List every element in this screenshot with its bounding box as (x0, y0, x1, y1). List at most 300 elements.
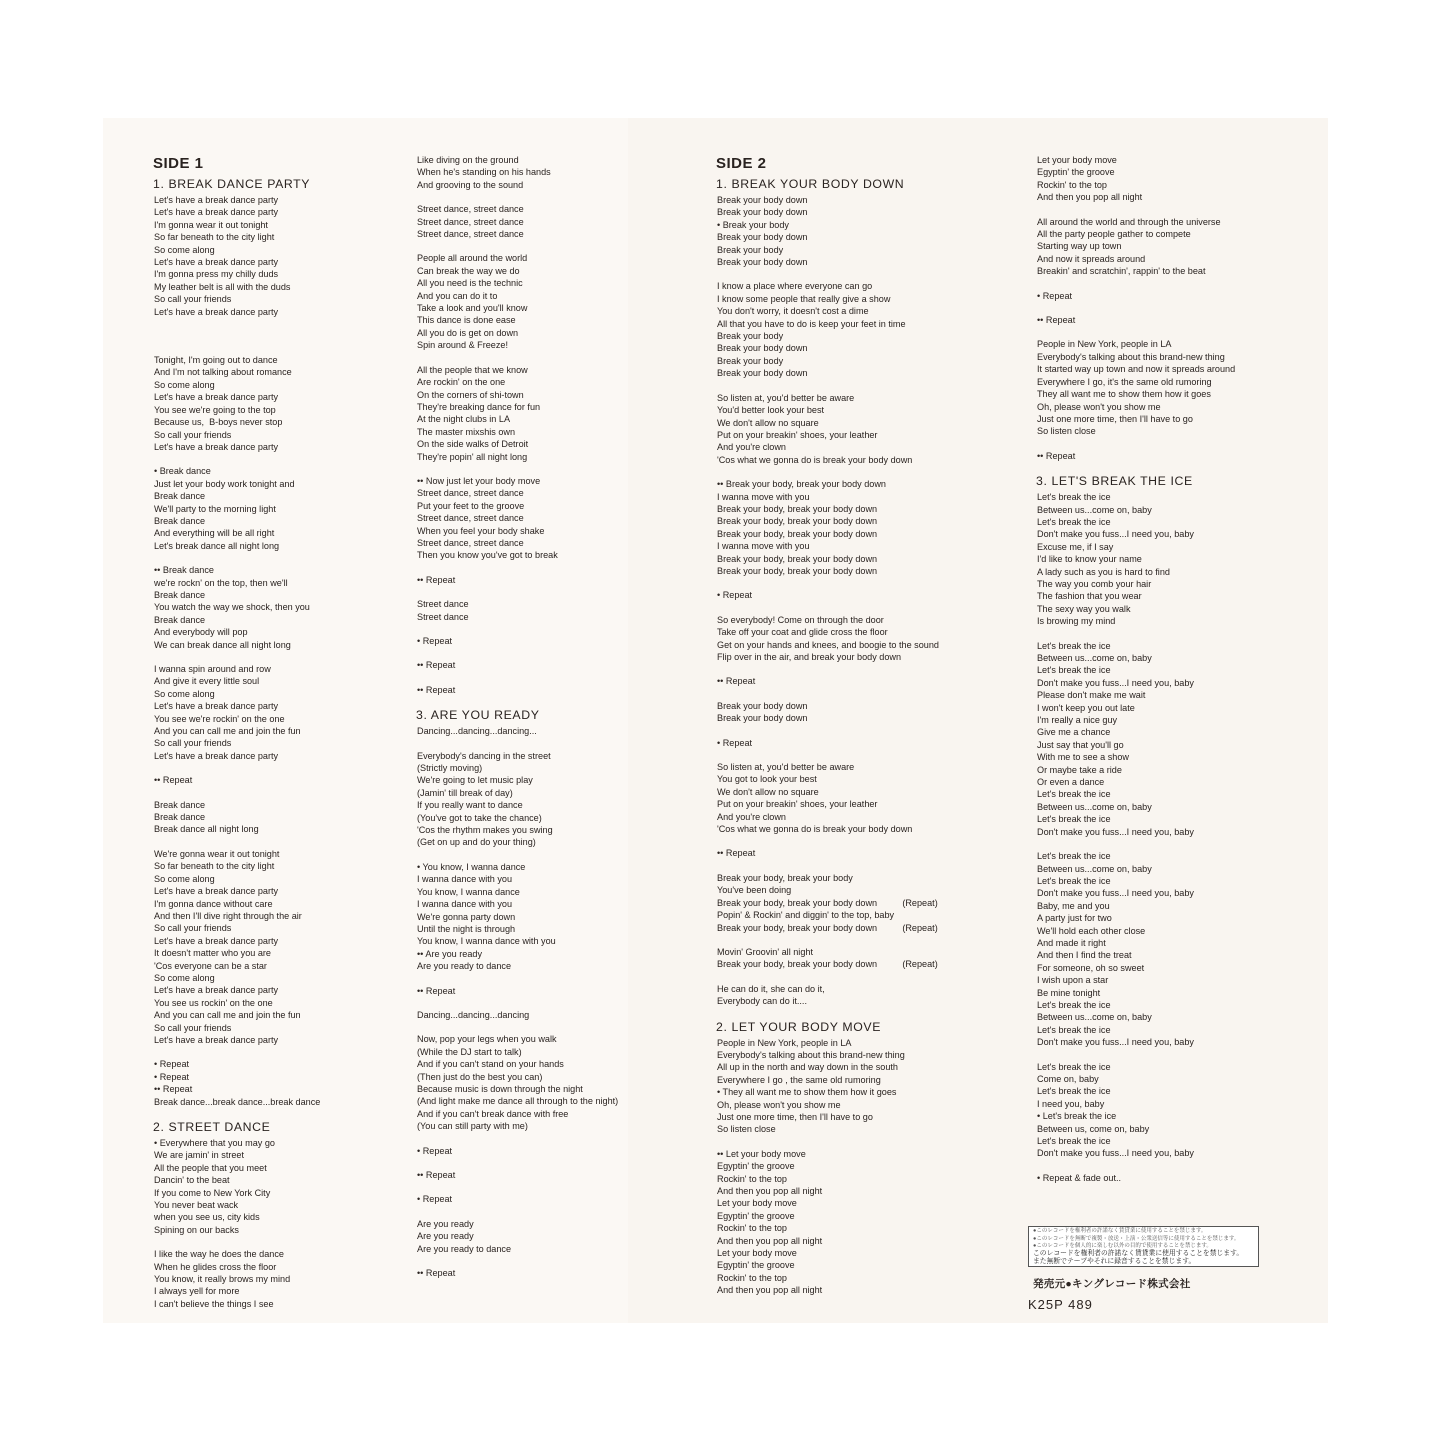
lyric-line: Break your body, break your body down (Repeat) (717, 922, 938, 933)
lyric-line: On the side walks of Detroit (417, 439, 529, 450)
lyric-line: • Break dance (154, 466, 211, 477)
lyric-line: (Then just do the best you can) (417, 1071, 543, 1082)
lyric-line: We're gonna party down (417, 911, 516, 922)
lyric-line: So listen close (1037, 426, 1096, 437)
lyric-line: So come along (154, 379, 215, 390)
lyric-line: We're going to let music play (417, 775, 533, 786)
lyric-line: And you're clown (717, 811, 786, 822)
lyric-line: And then you pop all night (717, 1186, 823, 1196)
lyric-line: And if you can't break dance with free (417, 1108, 569, 1119)
lyric-line: Oh, please won't you show me (1037, 401, 1161, 412)
lyric-line: And then I find the treat (1037, 950, 1132, 961)
stanza (413, 574, 708, 586)
lyric-line: I wanna dance with you (417, 899, 513, 910)
lyric-line: Let's have a break dance party (154, 750, 279, 761)
stanza (1033, 1061, 1313, 1160)
lyric-line: Are you ready to dance (417, 1243, 512, 1254)
lyric-line: •• Are you ready (417, 948, 483, 959)
lyric-line: Break your body, break your body down (717, 503, 878, 514)
lyric-line: I know a place where everyone can go (717, 281, 873, 292)
lyric-line: You see we're going to the top (154, 404, 276, 415)
song-title-are-you-ready: 3. ARE YOU READY (416, 708, 540, 723)
lyric-line: Are rockin' on the one (417, 377, 506, 388)
lyric-line: Break dance (154, 799, 206, 810)
stanza (713, 589, 1023, 601)
lyric-line: Let's have a break dance party (154, 935, 279, 946)
lyric-line: I won't keep you out late (1037, 702, 1135, 713)
lyric-line: Rockin' to the top (717, 1272, 787, 1283)
lyric-line: Rockin' to the top (717, 1223, 787, 1234)
stanza (713, 983, 1023, 1008)
lyric-line: •• Repeat (154, 775, 193, 786)
song-title-break-your-body-down: 1. BREAK YOUR BODY DOWN (716, 177, 905, 191)
lyric-line: •• Repeat (717, 848, 756, 859)
stanza (413, 203, 708, 240)
lyric-line: He can do it, she can do it, (717, 983, 825, 994)
song-title-street-dance: 2. STREET DANCE (153, 1120, 271, 1134)
lyric-line: All the people that you meet (154, 1162, 267, 1173)
stanza (1033, 338, 1313, 437)
lyric-line: 'Cos everyone can be a star (154, 960, 267, 971)
lyric-line: Street dance, street dance (417, 229, 524, 240)
lyric-line: •• Repeat (417, 660, 456, 671)
lyric-line: And made it right (1037, 937, 1106, 948)
lyric-line: If you really want to dance (417, 800, 523, 811)
lyric-line: • Repeat & fade out.. (1037, 1172, 1122, 1183)
lyric-line: You watch the way we shock, then you (154, 602, 310, 613)
lyric-line: All that you have to do is keep your feet in time (717, 318, 906, 329)
lyric-line: • Break your body (717, 219, 789, 230)
lyric-line: We don't allow no square (717, 417, 819, 428)
stanza (413, 598, 708, 623)
lyric-line: Between us...come on, baby (1037, 1012, 1152, 1023)
lyrics-lets-break-the-ice (1033, 491, 1313, 1184)
lyric-line: Come on, baby (1037, 1074, 1099, 1084)
lyric-line: You got to look your best (717, 774, 817, 785)
lyric-line: People in New York, people in LA (1037, 339, 1172, 350)
lyric-line: Egyptin' the groove (717, 1210, 795, 1221)
lyric-line: 'Cos what we gonna do is break your body down (717, 454, 913, 465)
lyric-line: All you do is get on down (417, 327, 519, 338)
lyric-line: Let's break the ice (1037, 814, 1111, 825)
lyric-line: So listen close (717, 1124, 776, 1135)
lyric-line: And then you pop all night (717, 1235, 823, 1246)
lyric-line: You know, it really brows my mind (154, 1274, 291, 1285)
lyric-line: And you're clown (717, 442, 786, 453)
stanza (150, 354, 405, 453)
lyric-line: Let your body move (717, 1198, 797, 1209)
publisher-name: 発売元●キングレコード株式会社 (1033, 1278, 1191, 1290)
lyric-line: You've been doing (717, 885, 792, 896)
lyric-line: Break your body, break your body down (717, 516, 878, 527)
lyric-line: And then you pop all night (717, 1285, 823, 1296)
lyric-line: Let's break the ice (1037, 492, 1111, 503)
lyric-line: Break dance (154, 812, 206, 823)
lyric-line: Take off your coat and glide cross the floor (717, 627, 888, 638)
lyric-line: (You've got to take the chance) (417, 812, 542, 823)
lyric-line: Please don't make me wait (1037, 690, 1146, 701)
lyric-line: Between us...come on, baby (1037, 863, 1152, 874)
lyric-line: Spining on our backs (154, 1224, 239, 1235)
lyric-line: •• Repeat (417, 684, 456, 695)
lyric-line: Can break the way we do (417, 265, 520, 276)
column-side2-right (1033, 154, 1313, 1196)
lyric-line: I wanna dance with you (417, 874, 513, 885)
lyric-line: • Repeat (417, 1194, 453, 1205)
lyric-line: • Repeat (1037, 290, 1073, 301)
lyric-line: (While the DJ start to talk) (417, 1046, 522, 1057)
lyric-line: The fashion that you wear (1037, 591, 1142, 602)
stanza (713, 194, 1023, 268)
lyrics-street-dance-continued (413, 154, 708, 696)
lyric-line: Let's break the ice (1037, 1024, 1111, 1035)
lyric-line: (Strictly moving) (417, 763, 483, 774)
lyric-line: •• Repeat (1037, 450, 1076, 461)
lyric-line: I wanna spin around and row (154, 664, 271, 674)
lyric-line: Get on your hands and knees, and boogie to the sound (717, 639, 939, 650)
lyric-line: All the party people gather to compete (1037, 229, 1191, 240)
lyric-line: A lady such as you is hard to find (1037, 566, 1170, 577)
stanza (713, 392, 1023, 466)
lyric-line: Let's break the ice (1037, 665, 1111, 676)
lyric-line: Egyptin' the groove (1037, 167, 1115, 178)
lyric-line: Let's break the ice (1037, 851, 1111, 862)
song-title-let-your-body-move: 2. LET YOUR BODY MOVE (716, 1019, 881, 1034)
lyric-line: So come along (154, 873, 215, 884)
lyric-line: I need you, baby (1037, 1098, 1105, 1109)
lyrics-break-your-body-down (713, 194, 1023, 1008)
stanza (413, 1145, 708, 1157)
lyric-line: All you need is the technic (417, 278, 523, 289)
stanza (713, 737, 1023, 749)
lyric-line: I'm gonna wear it out tonight (154, 219, 268, 230)
stanza (1033, 154, 1313, 204)
lyric-line: Break dance all night long (154, 824, 259, 835)
lyric-line: Let's have a break dance party (154, 207, 279, 218)
lyric-line: (Jamin' till break of day) (417, 787, 513, 798)
lyric-line: It doesn't matter who you are (154, 948, 271, 959)
stanza (413, 1267, 708, 1279)
lyric-line: Break your body down (717, 207, 808, 218)
lyric-line: And then I'll dive right through the air (154, 910, 302, 921)
stanza (713, 847, 1023, 859)
lyric-line: • Let's break the ice (1037, 1111, 1117, 1122)
lyric-line: We're gonna wear it out tonight (154, 848, 280, 859)
lyric-line: A party just for two (1037, 913, 1112, 924)
stanza (413, 475, 708, 562)
lyric-line: The master mixshis own (417, 426, 516, 437)
lyric-line: And give it every little soul (154, 676, 260, 687)
lyric-line: Break your body, break your body down (Repeat) (717, 897, 938, 908)
lyric-line: Break your body, break your body (717, 872, 853, 883)
lyric-line: Dancing...dancing...dancing (417, 1009, 530, 1020)
lyric-line: Let's have a break dance party (154, 195, 279, 205)
lyric-line: Is browing my mind (1037, 616, 1116, 627)
lyric-line: • You know, I wanna dance (417, 861, 526, 872)
lyric-line: Movin' Groovin' all night (717, 946, 813, 957)
stanza (413, 1218, 708, 1255)
lyric-line: Break your body down (717, 343, 808, 354)
lyric-line: And I'm not talking about romance (154, 367, 292, 378)
stanza (1033, 640, 1313, 839)
lyric-line: Let's have a break dance party (154, 1034, 279, 1045)
lyric-line: Put on your breakin' shoes, your leather (717, 429, 878, 440)
stanza (413, 659, 708, 671)
lyric-line: I like the way he does the dance (154, 1249, 284, 1260)
lyric-line: •• Repeat (417, 1268, 456, 1279)
stanza (413, 635, 708, 647)
lyric-line: • They all want me to show them how it goes (717, 1087, 897, 1098)
stanza (1033, 450, 1313, 462)
lyric-line: So everybody! Come on through the door (717, 614, 884, 625)
stanza (1033, 491, 1313, 627)
lyric-line: The sexy way you walk (1037, 603, 1131, 614)
stanza (413, 684, 708, 696)
lyric-line: So call your friends (154, 1022, 232, 1033)
lyric-line: Let's break the ice (1037, 875, 1111, 886)
lyric-line: Until the night is through (417, 923, 516, 934)
lyric-line: Between us...come on, baby (1037, 653, 1152, 663)
lyric-line: And you can do it to (417, 290, 498, 301)
lyric-line: Between us, come on, baby (1037, 1123, 1150, 1134)
lyric-line: So come along (154, 688, 215, 699)
lyric-line: Break your body, break your body down (717, 565, 878, 576)
lyric-line: Break your body, break your body down (717, 553, 878, 564)
lyric-line: If you come to New York City (154, 1187, 271, 1198)
lyric-line: Break your body down (717, 713, 808, 724)
lyric-line: Don't make you fuss...I need you, baby (1037, 1037, 1194, 1048)
lyric-line: Let's have a break dance party (154, 985, 279, 996)
copyright-notice-box (1028, 1226, 1259, 1267)
column-side1-left (150, 155, 405, 1322)
stanza (413, 154, 708, 191)
lyric-line: Don't make you fuss...I need you, baby (1037, 677, 1194, 688)
lyric-line: Like diving on the ground (417, 155, 519, 165)
lyric-line: Everybody's talking about this brand-new thing (1037, 351, 1225, 362)
lyric-line: Or even a dance (1037, 777, 1105, 788)
lyric-line: Let's break the ice (1037, 640, 1111, 651)
lyric-line: And then you pop all night (1037, 192, 1143, 203)
lyric-line: I wish upon a star (1037, 975, 1109, 986)
lyric-line: when you see us, city kids (154, 1212, 260, 1223)
lyric-line: Break your body (717, 355, 784, 366)
stanza (713, 700, 1023, 725)
lyric-line: Break your body, break your body down (Repeat) (717, 959, 938, 970)
lyric-line: Let's break the ice (1037, 516, 1111, 527)
lyric-line: People all around the world (417, 253, 528, 264)
side-1-heading: SIDE 1 (153, 155, 204, 172)
lyric-line: On the corners of shi-town (417, 389, 524, 400)
lyric-line: So come along (154, 972, 215, 983)
stanza (413, 364, 708, 463)
lyric-line: So far beneath to the city light (154, 861, 275, 872)
lyric-line: All the people that we know (417, 364, 528, 375)
lyric-line: I know some people that really give a show (717, 293, 891, 304)
lyric-line: •• Repeat (717, 676, 756, 687)
lyric-line: Popin' & Rockin' and diggin' to the top, baby (717, 910, 895, 921)
lyric-line: •• Repeat (154, 1084, 193, 1095)
stanza (713, 675, 1023, 687)
lyric-line: We don't allow no square (717, 786, 819, 797)
lyric-line: •• Repeat (417, 985, 456, 996)
lyric-line: Street dance (417, 611, 469, 622)
stanza (413, 861, 708, 973)
lyric-line: •• Repeat (417, 1170, 456, 1180)
lyric-line: Between us...come on, baby (1037, 801, 1152, 812)
lyric-line: •• Repeat (1037, 315, 1076, 326)
lyric-line: And everybody will pop (154, 627, 248, 638)
stanza (413, 985, 708, 997)
lyric-line: Break your body down (717, 257, 808, 268)
lyric-line: Let's break the ice (1037, 999, 1111, 1010)
stanza (713, 614, 1023, 664)
lyric-line: So listen at, you'd better be aware (717, 392, 855, 403)
lyric-line: And now it spreads around (1037, 253, 1146, 264)
lyric-line: Flip over in the air, and break your body down (717, 652, 902, 662)
lyric-line: My leather belt is all with the duds (154, 281, 291, 292)
lyric-line: Street dance, street dance (417, 488, 524, 499)
lyric-line: Rockin' to the top (1037, 179, 1107, 190)
lyric-line: (You can still party with me) (417, 1121, 528, 1132)
lyric-line: •• Break your body, break your body down (717, 479, 886, 490)
stanza (713, 1148, 1023, 1297)
notice-strong-line: また無断でテープやそれに録音することを禁じます。 (1033, 1257, 1196, 1265)
lyric-line: Don't make you fuss...I need you, baby (1037, 1148, 1194, 1159)
lyric-line: At the night clubs in LA (417, 414, 511, 425)
notice-line: ●このレコードを権利者の許諾なく賃貸業に使用することを禁じます。 (1033, 1228, 1207, 1234)
lyric-line: Are you ready to dance (417, 961, 512, 972)
column-side2-left (713, 155, 1023, 1309)
lyric-line: Breakin' and scratchin', rappin' to the beat (1037, 266, 1206, 277)
lyric-line: Be mine tonight (1037, 987, 1101, 998)
lyric-line: we're rockn' on the top, then we'll (154, 577, 288, 588)
lyric-line: Let's break the ice (1037, 1086, 1111, 1097)
lyric-line: Take a look and you'll know (417, 303, 528, 314)
lyric-line: Let's have a break dance party (154, 306, 279, 317)
lyric-line: Or maybe take a ride (1037, 764, 1122, 775)
lyric-line: Dancing...dancing...dancing... (417, 726, 537, 737)
lyric-line: I'm gonna dance without care (154, 898, 273, 909)
lyric-line: So listen at, you'd better be aware (717, 762, 855, 773)
lyric-line: Break dance (154, 515, 206, 526)
lyric-line: • Repeat (154, 1071, 190, 1082)
lyric-line: Break your body (717, 244, 784, 255)
lyric-line: Let's break dance all night long (154, 540, 280, 551)
lyric-line: Let's have a break dance party (154, 257, 279, 268)
lyric-line: Let your body move (1037, 155, 1117, 165)
lyric-line: Everybody's talking about this brand-new thing (717, 1049, 905, 1060)
lyrics-let-your-body-move-continued (1033, 154, 1313, 462)
lyric-line: So call your friends (154, 429, 232, 440)
lyric-line: Let's break the ice (1037, 789, 1111, 800)
stanza (713, 761, 1023, 835)
lyric-line: Between us...come on, baby (1037, 504, 1152, 515)
lyric-line: • Repeat (717, 590, 753, 601)
stanza (413, 750, 708, 849)
notice-line: ●このレコードを個人的に楽しむ以外の目的で使用することを禁じます。 (1033, 1243, 1212, 1250)
lyric-line: Break your body, break your body down (717, 528, 878, 539)
lyric-line: You see us rockin' on the one (154, 997, 273, 1008)
lyric-line: I can't believe the things I see (154, 1298, 274, 1309)
stanza (1033, 216, 1313, 278)
lyric-line: Break your body down (717, 700, 808, 711)
lyric-line: Let's have a break dance party (154, 701, 279, 712)
lyric-line: Dancin' to the beat (154, 1175, 230, 1186)
stanza (150, 774, 405, 786)
lyrics-let-your-body-move (713, 1037, 1023, 1297)
stanza (413, 1169, 708, 1181)
lyric-line: Break dance (154, 614, 206, 625)
lyric-line: Street dance, street dance (417, 513, 524, 524)
lyric-line: So call your friends (154, 294, 232, 305)
lyric-line: You know, I wanna dance (417, 886, 520, 897)
lyric-line: Street dance, street dance (417, 537, 524, 548)
lyric-line: Just say that you'll go (1037, 739, 1124, 750)
lyric-line: 'Cos what we gonna do is break your body down (717, 824, 913, 835)
lyric-line: Break dance...break dance...break dance (154, 1096, 321, 1107)
lyric-line: This dance is done ease (417, 315, 516, 326)
lyric-line: I'm gonna press my chilly duds (154, 269, 279, 280)
stanza (150, 465, 405, 552)
stanza (150, 1058, 405, 1108)
stanza (413, 1033, 708, 1132)
stanza (413, 725, 708, 737)
lyric-line: Now, pop your legs when you walk (417, 1034, 557, 1045)
lyrics-are-you-ready (413, 725, 708, 1279)
lyric-line: Everywhere I go, it's the same old rumoring (1037, 376, 1212, 387)
lyric-line: Then you know you've got to break (417, 550, 558, 561)
lyric-line: • Everywhere that you may go (154, 1138, 275, 1148)
lyric-line: Don't make you fuss...I need you, baby (1037, 888, 1194, 899)
lyric-line: Let your body move (717, 1248, 797, 1259)
lyric-line: Put on your breakin' shoes, your leather (717, 799, 878, 810)
lyric-line: • Repeat (417, 1145, 453, 1156)
lyric-line: They're popin' all night long (417, 451, 528, 462)
lyric-line: With me to see a show (1037, 752, 1129, 763)
lyric-line: Rockin' to the top (717, 1173, 787, 1184)
lyric-line: People in New York, people in LA (717, 1037, 852, 1048)
lyric-line: •• Now just let your body move (417, 475, 541, 486)
stanza (150, 564, 405, 651)
lyric-line: Oh, please won't you show me (717, 1099, 841, 1110)
column-side1-right (413, 154, 708, 1291)
lyric-line: So far beneath to the city light (154, 232, 275, 243)
lyric-line: I'd like to know your name (1037, 554, 1142, 565)
lyric-line: Street dance, street dance (417, 216, 524, 227)
lyric-line: You see we're rockin' on the one (154, 713, 285, 724)
lyric-line: Excuse me, if I say (1037, 541, 1114, 552)
stanza (1033, 850, 1313, 1049)
stanza (413, 252, 708, 351)
lyric-line: Egyptin' the groove (717, 1260, 795, 1271)
stanza (150, 848, 405, 1047)
lyric-line: (Get on up and do your thing) (417, 837, 536, 848)
lyric-line: Let's have a break dance party (154, 441, 279, 452)
lyric-line: And grooving to the sound (417, 179, 524, 190)
lyric-line: I wanna move with you (717, 491, 810, 502)
lyric-line: Let's have a break dance party (154, 886, 279, 897)
lyric-line: Break dance (154, 491, 206, 502)
lyric-line: Tonight, I'm going out to dance (154, 355, 278, 366)
lyric-line: We'll party to the morning light (154, 503, 276, 514)
lyric-line: Just one more time, then I'll have to go (1037, 413, 1193, 424)
lyric-line: You never beat wack (154, 1200, 239, 1211)
lyric-line: Break your body down (717, 195, 808, 205)
lyric-line: We are jamin' in street (154, 1150, 245, 1161)
stanza (150, 194, 405, 318)
lyric-line: Egyptin' the groove (717, 1161, 795, 1172)
lyric-line: When you feel your body shake (417, 525, 545, 536)
